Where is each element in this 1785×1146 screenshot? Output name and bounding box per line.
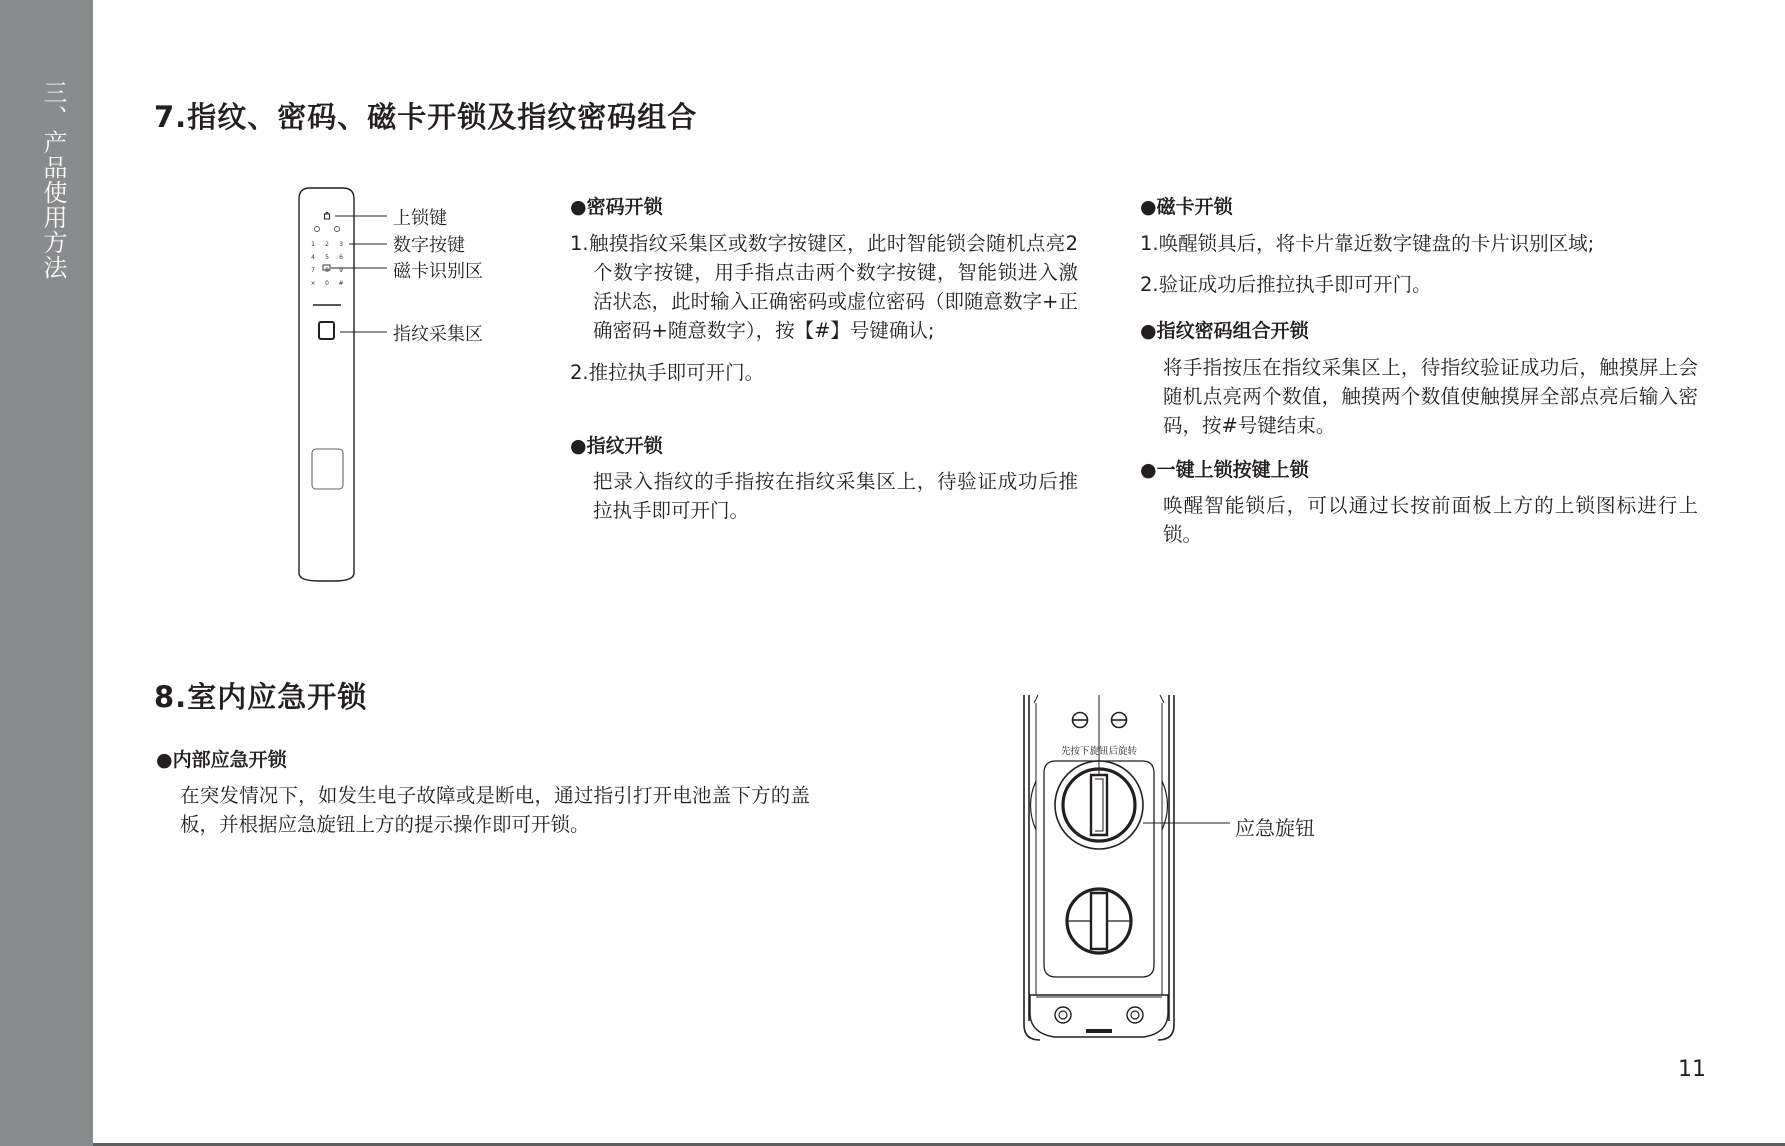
- card-heading: ●磁卡开锁: [1140, 196, 1233, 218]
- key-5: 5: [325, 254, 329, 261]
- key-hash: #: [338, 280, 344, 287]
- key-6: 6: [339, 254, 343, 261]
- fingerprint-sensor-icon: [319, 322, 334, 339]
- one-key-lock-heading: ●一键上锁按键上锁: [1140, 459, 1309, 481]
- key-8: 8: [325, 267, 329, 274]
- password-steps: [570, 229, 1078, 387]
- fingerprint-heading: ●指纹开锁: [570, 435, 663, 457]
- knob-hint-text: 先按下旋钮后旋转: [1060, 746, 1138, 757]
- internal-body: 在突发情况下，如发生电子故障或是断电，通过指引打开电池盖下方的盖板，并根据应急旋钮上方的提示操作即可开锁。: [180, 784, 810, 836]
- key-3: 3: [339, 241, 343, 248]
- combo-body: 将手指按压在指纹采集区上，待指纹验证成功后，触摸屏上会随机点亮两个数值，触摸两个数值使触摸屏全部点亮后输入密码，按#号键结束。: [1163, 356, 1698, 437]
- card-step-1: 1.唤醒锁具后，将卡片靠近数字键盘的卡片识别区域;: [1140, 232, 1595, 255]
- password-step-1: 1.触摸指纹采集区或数字按键区，此时智能锁会随机点亮2个数字按键，用手指点击两个数字按键，智能锁进入激活状态，此时输入正确密码或虚位密码（即随意数字+正确密码+随意数字），按【#】号键确认;: [570, 232, 1078, 342]
- key-star: ×: [310, 280, 316, 287]
- key-4: 4: [311, 254, 315, 261]
- label-number-keys: 数字按键: [393, 235, 465, 256]
- card-step-2: 2.验证成功后推拉执手即可开门。: [1140, 273, 1432, 296]
- key-0: 0: [325, 280, 329, 287]
- emergency-knob-diagram: [1020, 695, 1220, 1045]
- password-heading: ●密码开锁: [570, 196, 663, 218]
- password-step-2: 2.推拉执手即可开门。: [570, 361, 765, 384]
- sidebar: [0, 0, 93, 1146]
- label-fingerprint-area: 指纹采集区: [393, 324, 483, 345]
- internal-heading: ●内部应急开锁: [156, 749, 287, 771]
- label-lock-key: 上锁键: [393, 208, 447, 229]
- card-steps: [1140, 229, 1700, 299]
- key-1: 1: [311, 241, 315, 248]
- label-emergency-knob: 应急旋钮: [1235, 816, 1315, 840]
- label-card-area: 磁卡识别区: [393, 261, 483, 282]
- lock-icon: [325, 212, 330, 219]
- page-number: 11: [1678, 1057, 1706, 1082]
- key-9: 9: [339, 267, 343, 274]
- one-key-lock-body: 唤醒智能锁后，可以通过长按前面板上方的上锁图标进行上锁。: [1163, 494, 1698, 546]
- fingerprint-body: 把录入指纹的手指按在指纹采集区上，待验证成功后推拉执手即可开门。: [593, 470, 1078, 522]
- key-2: 2: [325, 241, 329, 248]
- combo-heading: ●指纹密码组合开锁: [1140, 320, 1309, 342]
- section7-title: 7.指纹、密码、磁卡开锁及指纹密码组合: [154, 100, 698, 134]
- section8-title: 8.室内应急开锁: [154, 680, 368, 714]
- key-7: 7: [311, 267, 315, 274]
- sidebar-section-label: 三、产品使用方法: [39, 80, 67, 280]
